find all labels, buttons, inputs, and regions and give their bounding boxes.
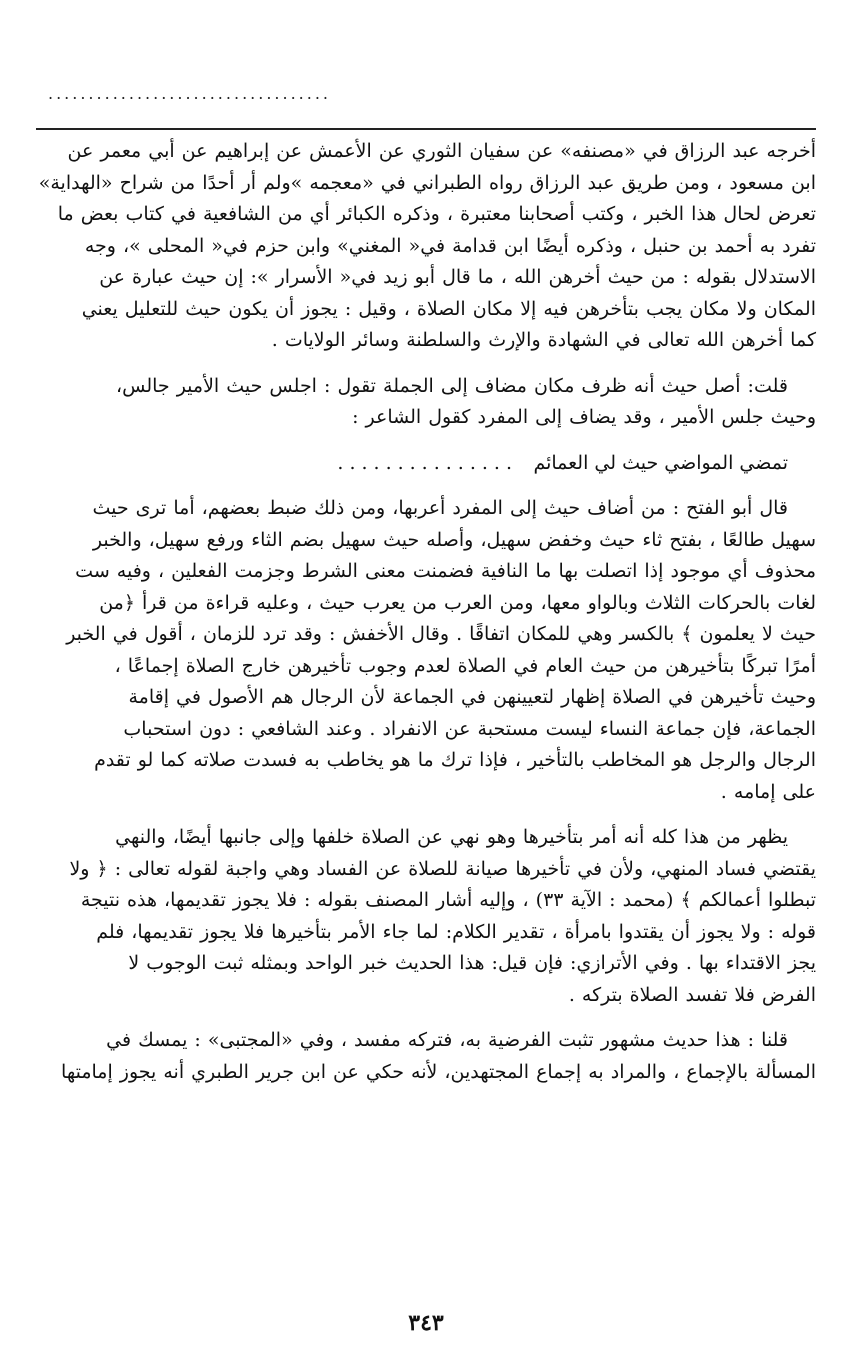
text-line: تفرد به أحمد بن حنبل ، وذكره أيضًا ابن قدامة في« المغني» وابن حزم في« المحلى »، وجه (84, 234, 816, 257)
text-line: يظهر من هذا كله أنه أمر بتأخيرها وهو نهي عن الصلاة خلفها وإلى جانبها أيضًا، والنهي (115, 826, 788, 848)
text-line: لغات بالحركات الثلاث وبالواو معها، ومن العرب من يعرب حيث ، وعليه قراءة من قرأ ﴿من (99, 591, 816, 614)
page-number: ٣٤٣ (408, 1310, 444, 1336)
verse-text: تمضي المواضي حيث لي العمائم (533, 451, 788, 474)
paragraph-5 (36, 1025, 816, 1088)
text-line: قلت: أصل حيث أنه ظرف مكان مضاف إلى الجملة تقول : اجلس حيث الأمير جالس، (115, 374, 788, 397)
text-line: يقتضي فساد المنهي، ولأن في تأخيرها صيانة للصلاة عن الفساد وهي واجبة لقوله تعالى : ﴿ ولا (69, 857, 816, 880)
text-line: سهيل طالعًا ، بفتح ثاء حيث وخفض سهيل، وأصله حيث سهيل بضم الثاء ورفع سهيل، والخبر (92, 528, 816, 551)
text-line: الرجال والرجل هو المخاطب بالتأخير ، فإذا ترك ما هو يخاطب به فسدت صلاته كما لو تقدم (94, 749, 816, 771)
text-line: المسألة بالإجماع ، والمراد به إجماع المجتهدين، لأنه حكي عن ابن جرير الطبري أنه يجوز إمامتها (61, 1060, 816, 1083)
text-line: كما أخرهن الله تعالى في الشهادة والإرث والسلطنة وسائر الولايات . (271, 329, 816, 351)
text-line: الجماعة، فإن جماعة النساء ليست مستحبة عن الانفراد . وعند الشافعي : دون استحباب (123, 717, 816, 740)
text-line: أخرجه عبد الرزاق في «مصنفه» عن سفيان الثوري عن الأعمش عن إبراهيم عن أبي معمر عن (67, 140, 816, 162)
text-line: على إمامه . (720, 780, 816, 803)
text-line: ابن مسعود ، ومن طريق عبد الرزاق رواه الطبراني في «معجمه »ولم أر أحدًا من شراح «الهداية» (38, 171, 816, 194)
text-line: قال أبو الفتح : من أضاف حيث إلى المفرد أعربها، ومن ذلك ضبط بعضهم، أما ترى حيث (92, 497, 788, 519)
text-line: الفرض فلا تفسد الصلاة بتركه . (568, 983, 816, 1006)
paragraph-3 (36, 493, 816, 808)
text-line: يجز الاقتداء بها . وفي الأترازي: فإن قيل: هذا الحديث خبر الواحد وبمثله ثبت الوجوب لا (128, 952, 816, 974)
verse-dots: ............... (337, 451, 518, 474)
text-line: تبطلوا أعمالكم ﴾ (محمد : الآية ٣٣) ، وإليه أشار المصنف بقوله : فلا يجوز تقديمها، هذه نتيجة (80, 889, 816, 911)
text-line: قوله : ولا يجوز أن يقتدوا بامرأة ، تقدير الكلام: لما جاء الأمر بتأخيرها فلا يجوز تقديمها، فلم (96, 920, 816, 943)
header-dots: ................................... (48, 84, 332, 103)
text-line: وحيث جلس الأمير ، وقد يضاف إلى المفرد كقول الشاعر : (352, 406, 816, 428)
text-line: حيث لا يعلمون ﴾ بالكسر وهي للمكان اتفاقًا . وقال الأخفش : وقد ترد للزمان ، أقول في الخبر (66, 623, 816, 645)
text-line: قلنا : هذا حديث مشهور تثبت الفرضية به، فتركه مفسد ، وفي «المجتبى» : يمسك في (106, 1029, 788, 1051)
header-rule (36, 128, 816, 130)
paragraph-2 (36, 371, 816, 434)
paragraph-1 (36, 136, 816, 357)
main-text (36, 136, 816, 1088)
poetry-verse (36, 448, 816, 480)
text-line: محذوف أي موجود إذا اتصلت بها ما النافية فضمنت معنى الشرط وجزمت الفعلين ، وفيه ست (75, 560, 816, 582)
text-line: تعرض لحال هذا الخبر ، وكتب أصحابنا معتبرة ، وذكره الكبائر أي من الشافعية في كتاب بعض ما (57, 203, 816, 225)
paragraph-4 (36, 822, 816, 1011)
text-line: الاستدلال بقوله : من حيث أخرهن الله ، ما قال أبو زيد في« الأسرار »: إن حيث عبارة عن (99, 266, 816, 288)
text-line: المكان ولا مكان يجب بتأخرهن فيه إلا مكان الصلاة ، وقيل : يجوز أن يكون حيث للتعليل يعني (81, 297, 816, 320)
page (36, 0, 816, 1368)
text-line: أمرًا تبركًا بتأخيرهن من حيث العام في الصلاة لعدم وجوب تأخيرهن خارج الصلاة إجماعًا ، (114, 654, 816, 677)
text-line: وحيث تأخيرهن في الصلاة إظهار لتعيينهن في الجماعة لأن الرجال هم الأصول في إقامة (128, 686, 816, 708)
